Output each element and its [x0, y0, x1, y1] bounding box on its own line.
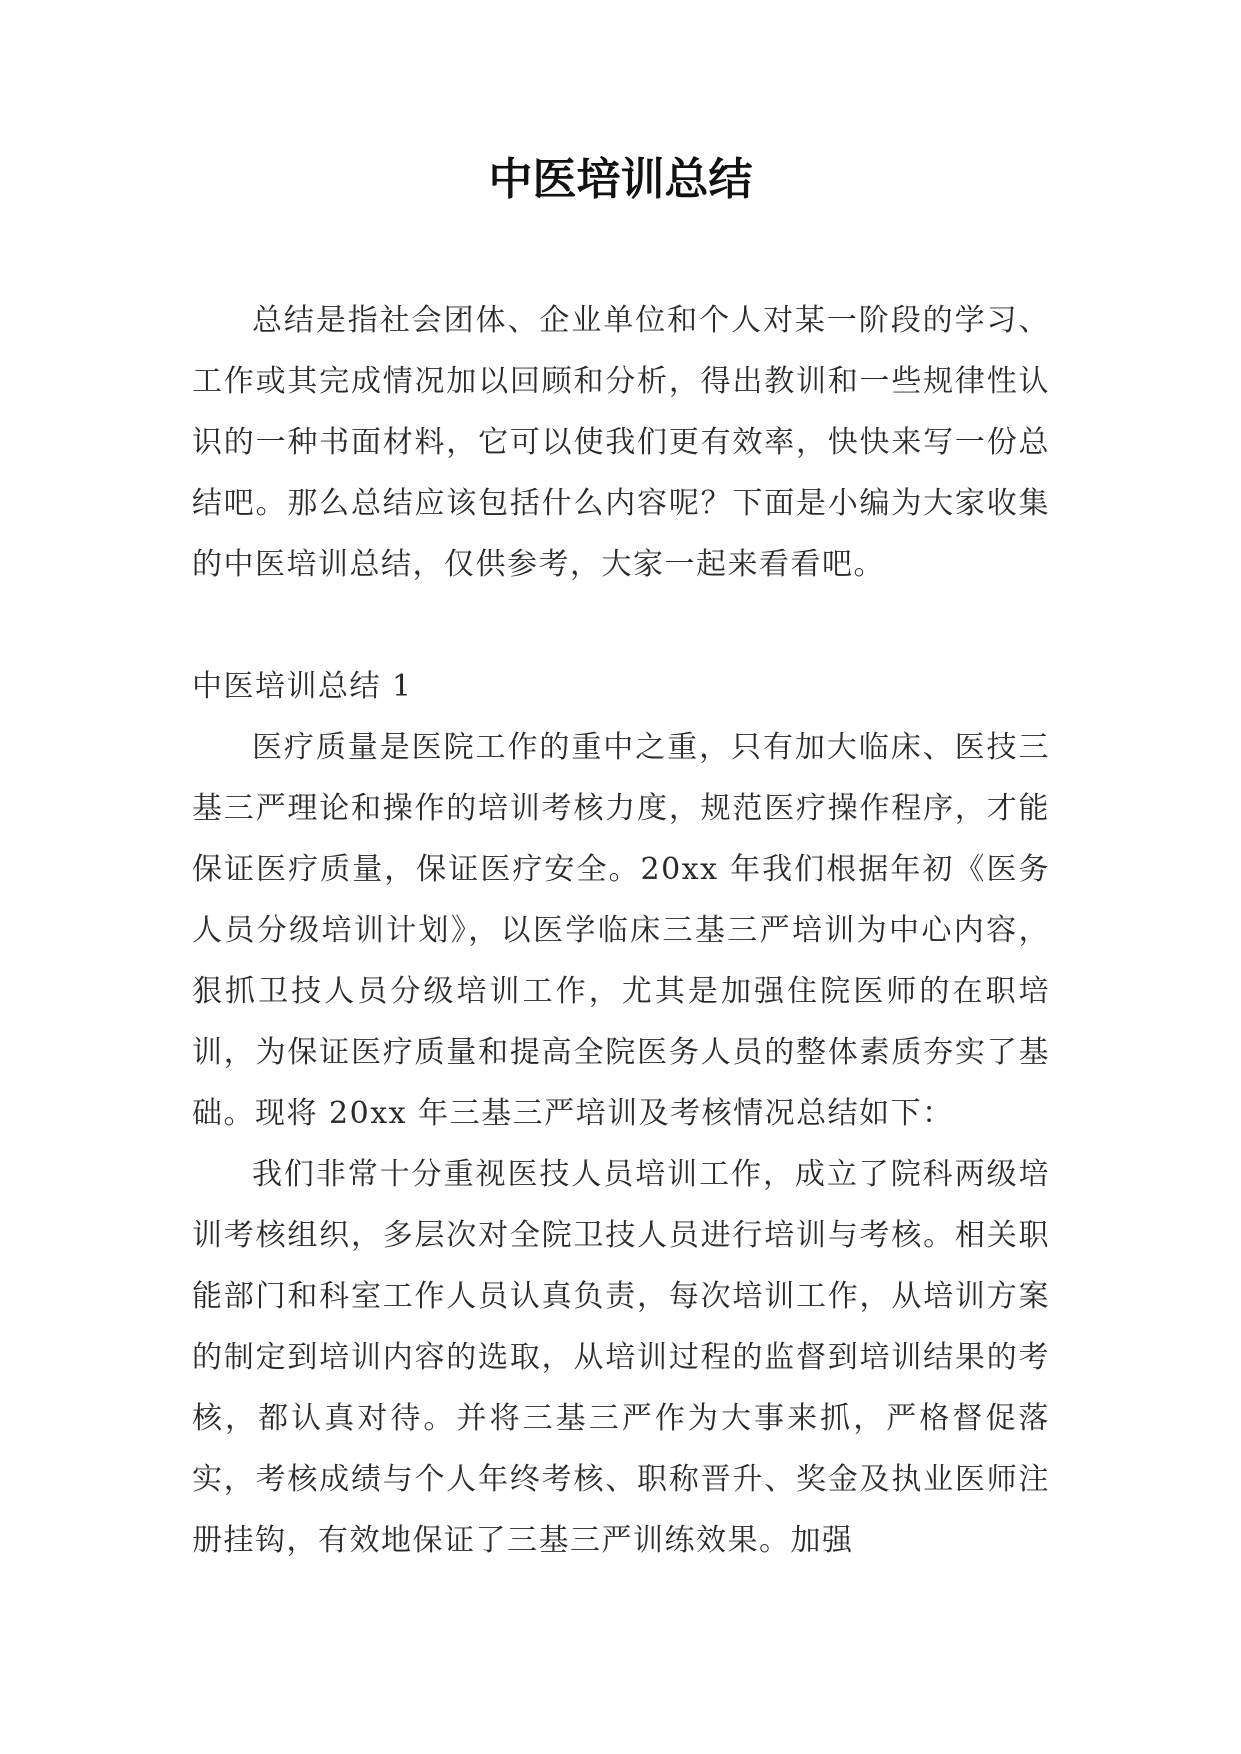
body-paragraph: 我们非常十分重视医技人员培训工作，成立了院科两级培训考核组织，多层次对全院卫技人员进行培训与考核。相关职能部门和科室工作人员认真负责，每次培训工作，从培训方案的制定到培训内容的选取，从培训过程的监督到培训结果的考核，都认真对待。并将三基三严作为大事来抓，严格督促落实，考核成绩与个人年终考核、职称晋升、奖金及执业医师注册挂钩，有效地保证了三基三严训练效果。加强	[192, 1157, 1050, 1558]
document-title: 中医培训总结	[488, 154, 753, 205]
document-body	[192, 290, 1050, 1571]
body-paragraph: 医疗质量是医院工作的重中之重，只有加大临床、医技三基三严理论和操作的培训考核力度，规范医疗操作程序，才能保证医疗质量，保证医疗安全。20xx 年我们根据年初《医务人员分级培训计划》，以医学临床三基三严培训为中心内容，狠抓卫技人员分级培训工作，尤其是加强住院医师的在职培训，为保证医疗质量和提高全院医务人员的整体素质夯实了基础。现将 20xx 年三基三严培训及考核情况总结如下：	[192, 730, 1050, 1131]
section-heading: 中医培训总结 1	[192, 669, 413, 704]
intro-paragraph: 总结是指社会团体、企业单位和个人对某一阶段的学习、工作或其完成情况加以回顾和分析，得出教训和一些规律性认识的一种书面材料，它可以使我们更有效率，快快来写一份总结吧。那么总结应该包括什么内容呢？下面是小编为大家收集的中医培训总结，仅供参考，大家一起来看看吧。	[192, 303, 1050, 582]
